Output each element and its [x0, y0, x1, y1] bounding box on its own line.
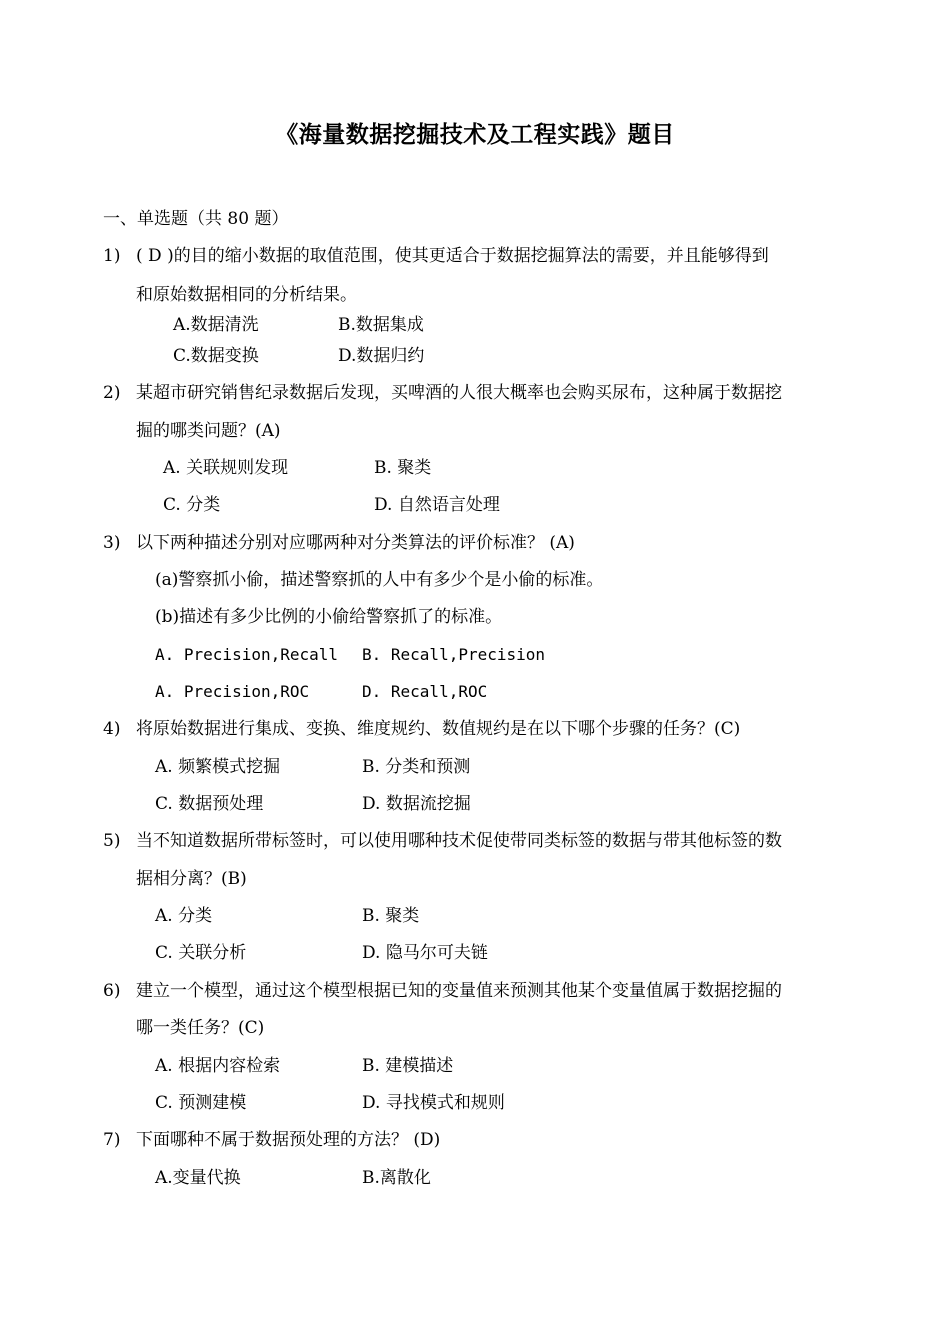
- question-text-line: 将原始数据进行集成、变换、维度规约、数值规约是在以下哪个步骤的任务？(C): [136, 719, 741, 739]
- question-number: 6): [103, 981, 121, 1001]
- option-a-alt: A. Precision,ROC: [155, 682, 310, 701]
- option-c: C. 预测建模: [155, 1093, 247, 1113]
- question-number: 4): [103, 719, 121, 739]
- document-title: 《海量数据挖掘技术及工程实践》题目: [275, 122, 675, 148]
- question-text-line: 某超市研究销售纪录数据后发现，买啤酒的人很大概率也会购买尿布，这种属于数据挖: [136, 383, 782, 403]
- option-c: C. 关联分析: [155, 943, 247, 963]
- option-a: A.变量代换: [155, 1168, 241, 1188]
- option-a: A. 根据内容检索: [155, 1056, 281, 1076]
- option-a: A. Precision,Recall: [155, 645, 339, 664]
- option-d: D. 数据流挖掘: [362, 794, 471, 814]
- option-c: C. 分类: [163, 495, 221, 515]
- option-d: D. 自然语言处理: [374, 495, 500, 515]
- option-c: C. 数据预处理: [155, 794, 264, 814]
- option-b: B. 聚类: [362, 906, 420, 926]
- option-a: A.数据清洗: [173, 315, 259, 335]
- option-b: B.离散化: [362, 1168, 431, 1188]
- question-text-line: 建立一个模型，通过这个模型根据已知的变量值来预测其他某个变量值属于数据挖掘的: [136, 981, 782, 1001]
- question-text-line: 和原始数据相同的分析结果。: [136, 285, 357, 305]
- question-text-line: (b)描述有多少比例的小偷给警察抓了的标准。: [155, 607, 503, 627]
- option-d: D. 寻找模式和规则: [362, 1093, 505, 1113]
- option-b: B. 建模描述: [362, 1056, 454, 1076]
- question-text-line: 哪一类任务？(C): [136, 1018, 265, 1038]
- option-a: A. 关联规则发现: [163, 458, 289, 478]
- option-b: B. 分类和预测: [362, 757, 471, 777]
- question-number: 3): [103, 533, 121, 553]
- option-b: B. 聚类: [374, 458, 432, 478]
- question-number: 2): [103, 383, 121, 403]
- option-d: D. Recall,ROC: [362, 682, 488, 701]
- question-text-line: 以下两种描述分别对应哪两种对分类算法的评价标准？ (A): [136, 533, 575, 553]
- question-text-line: 下面哪种不属于数据预处理的方法？ (D): [136, 1130, 441, 1150]
- question-text-line: (a)警察抓小偷，描述警察抓的人中有多少个是小偷的标准。: [155, 570, 604, 590]
- option-a: A. 频繁模式挖掘: [155, 757, 281, 777]
- option-b: B. Recall,Precision: [362, 645, 546, 664]
- question-text-line: 掘的哪类问题？(A): [136, 421, 281, 441]
- question-number: 7): [103, 1130, 121, 1150]
- option-d: D.数据归约: [338, 346, 425, 366]
- question-number: 5): [103, 831, 121, 851]
- question-text-line: 据相分离？(B): [136, 869, 247, 889]
- question-text-line: 当不知道数据所带标签时，可以使用哪种技术促使带同类标签的数据与带其他标签的数: [136, 831, 782, 851]
- option-c: C.数据变换: [173, 346, 259, 366]
- option-b: B.数据集成: [338, 315, 424, 335]
- question-text-line: ( D )的目的缩小数据的取值范围，使其更适合于数据挖掘算法的需要，并且能够得到: [136, 246, 769, 266]
- option-d: D. 隐马尔可夫链: [362, 943, 488, 963]
- section-heading: 一、单选题（共 80 题）: [103, 209, 289, 229]
- question-number: 1): [103, 246, 121, 266]
- option-a: A. 分类: [155, 906, 213, 926]
